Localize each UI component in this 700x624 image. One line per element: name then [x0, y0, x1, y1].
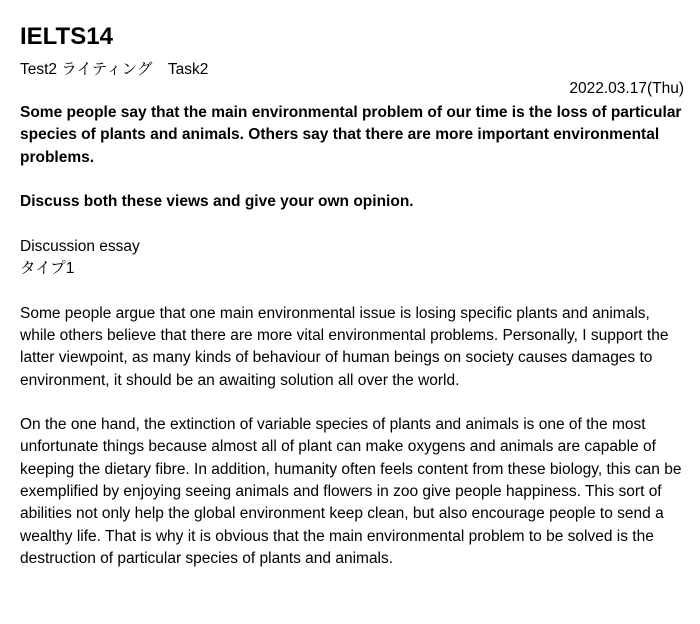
essay-paragraph-body: On the one hand, the extinction of variable species of plants and animals is one of the most unfortunate things because almost all of plant can make oxygens and animals are capable of keeping the dietary fibre. In addition, humanity often feels content from these biology, this can be exemplified by enjoying seeing animals and flowers in zoo give people happiness. This sort of abilities not only help the global environment keep clean, but also encourage people to send a wealthy life. That is why it is obvious that the main environmental problem to be solved is the destruction of particular species of plants and animals.: [20, 416, 682, 567]
essay-type-value: タイプ1: [20, 260, 75, 278]
page-subtitle: Test2 ライティング Task2: [20, 61, 209, 78]
task-instruction: Discuss both these views and give your own opinion.: [20, 193, 414, 211]
task-question: Some people say that the main environmental problem of our time is the loss of particular species of plants and animals. Others say that there are more important environmental problems.: [20, 104, 682, 166]
essay-type-block: [20, 236, 684, 281]
essay-paragraph-intro: Some people argue that one main environmental issue is losing specific plants and animals, while others believe that there are more vital environmental problems. Personally, I support the latter viewpoint, as many kinds of behaviour of human beings on society causes damages to environment, it should be an awaiting solution all over the world.: [20, 304, 669, 389]
essay-type-label: Discussion essay: [20, 237, 140, 255]
page-title: IELTS14: [20, 23, 113, 50]
date-label: 2022.03.17(Thu): [569, 80, 684, 97]
document-body: [20, 102, 684, 593]
